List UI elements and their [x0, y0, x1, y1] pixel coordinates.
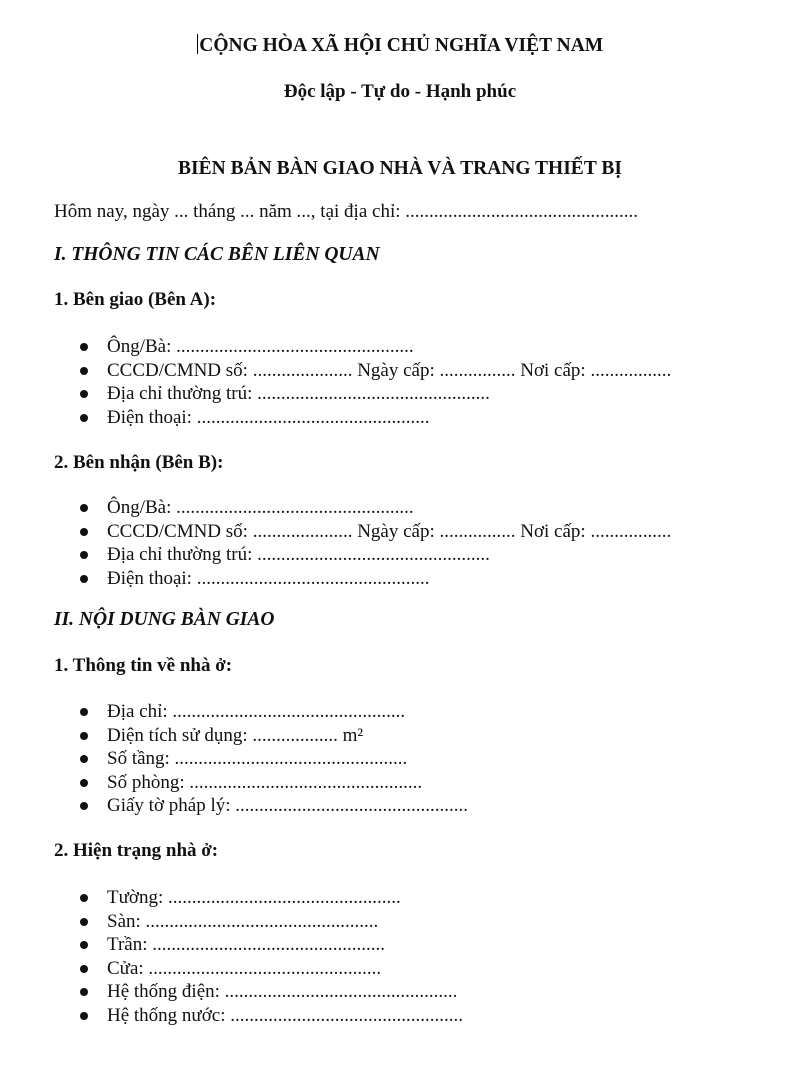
bullet-icon — [80, 551, 88, 559]
bullet-icon — [80, 918, 88, 926]
bullet-icon — [80, 965, 88, 973]
list-item: Địa chỉ: ................................................. — [0, 700, 468, 724]
section-1-heading: I. THÔNG TIN CÁC BÊN LIÊN QUAN — [54, 244, 380, 265]
bullet-icon — [80, 988, 88, 996]
party-b-heading: 2. Bên nhận (Bên B): — [54, 452, 224, 473]
list-item: Ông/Bà: .................................................. — [0, 335, 671, 359]
list-item: Tường: ................................................. — [0, 886, 463, 910]
bullet-icon — [80, 894, 88, 902]
list-item: Sàn: ................................................. — [0, 910, 463, 934]
list-item: Ông/Bà: .................................................. — [0, 496, 671, 520]
bullet-icon — [80, 528, 88, 536]
bullet-icon — [80, 367, 88, 375]
list-item: Hệ thống điện: ................................................. — [0, 980, 463, 1004]
list-item: Giấy tờ pháp lý: ................................................. — [0, 794, 468, 818]
country-heading — [0, 34, 800, 57]
country-heading-text: CỘNG HÒA XÃ HỘI CHỦ NGHĨA VIỆT NAM — [199, 35, 604, 56]
house-condition-heading: 2. Hiện trạng nhà ở: — [54, 840, 219, 861]
list-item: CCCD/CMND số: ..................... Ngày cấp: ................ Nơi cấp: ................. — [0, 359, 671, 383]
party-a-list — [0, 335, 671, 429]
bullet-icon — [80, 575, 88, 583]
house-info-list — [0, 700, 468, 818]
list-item: Địa chỉ thường trú: ................................................. — [0, 382, 671, 406]
list-item: Cửa: ................................................. — [0, 957, 463, 981]
list-item: Điện thoại: ................................................. — [0, 406, 671, 430]
section-2-heading: II. NỘI DUNG BÀN GIAO — [54, 609, 275, 630]
list-item: CCCD/CMND số: ..................... Ngày cấp: ................ Nơi cấp: ................. — [0, 520, 671, 544]
bullet-icon — [80, 779, 88, 787]
house-info-heading: 1. Thông tin về nhà ở: — [54, 655, 233, 676]
list-item: Trần: ................................................. — [0, 933, 463, 957]
intro-line: Hôm nay, ngày ... tháng ... năm ..., tại địa chỉ: ................................................. — [54, 201, 638, 222]
list-item: Điện thoại: ................................................. — [0, 567, 671, 591]
list-item: Hệ thống nước: ................................................. — [0, 1004, 463, 1028]
party-a-heading: 1. Bên giao (Bên A): — [54, 289, 217, 310]
bullet-icon — [80, 755, 88, 763]
bullet-icon — [80, 708, 88, 716]
bullet-icon — [80, 732, 88, 740]
document-title: BIÊN BẢN BÀN GIAO NHÀ VÀ TRANG THIẾT BỊ — [178, 158, 622, 179]
list-item: Diện tích sử dụng: .................. m² — [0, 724, 468, 748]
bullet-icon — [80, 1012, 88, 1020]
party-b-list — [0, 496, 671, 590]
bullet-icon — [80, 414, 88, 422]
bullet-icon — [80, 802, 88, 810]
bullet-icon — [80, 390, 88, 398]
motto-heading: Độc lập - Tự do - Hạnh phúc — [283, 81, 517, 102]
list-item: Số tầng: ................................................. — [0, 747, 468, 771]
bullet-icon — [80, 343, 88, 351]
bullet-icon — [80, 941, 88, 949]
list-item: Địa chỉ thường trú: ................................................. — [0, 543, 671, 567]
bullet-icon — [80, 504, 88, 512]
house-condition-list — [0, 886, 463, 1027]
list-item: Số phòng: ................................................. — [0, 771, 468, 795]
